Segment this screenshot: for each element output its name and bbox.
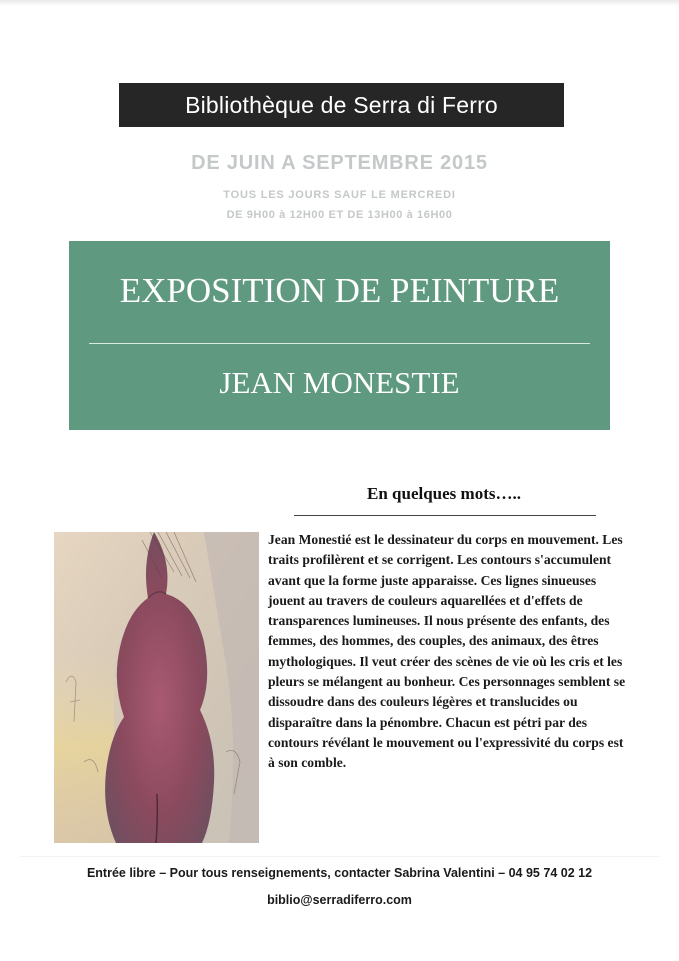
- footer-divider: [20, 856, 659, 857]
- opening-hours: DE 9H00 à 12H00 ET DE 13H00 à 16H00: [226, 209, 453, 221]
- artist-description: Jean Monestié est le dessinateur du corps en mouvement. Les traits profilèrent et se corrigent. Les contours s'accumulent avant que la forme juste apparaisse. Ces lignes sinueuses jouent au travers de couleurs aquarellées et d'effets de transparences lumineuses. Il nous présente des enfants, des femmes, des hommes, des couples, des animaux, des êtres mythologiques. Il veut créer des scènes de vie où les cris et les pleurs se mélangent au bonheur. Ces personnages semblent se dissoudre dans des couleurs légères et translucides ou disparaître dans la pénombre. Chacun est pétri par des contours révélant le mouvement ou l'expressivité du corps est à son comble.: [268, 532, 626, 771]
- exhibition-panel: [69, 241, 610, 430]
- artist-name: JEAN MONESTIE: [219, 365, 460, 400]
- painting-image: [54, 532, 259, 843]
- exhibition-title: EXPOSITION DE PEINTURE: [119, 271, 560, 310]
- opening-days: TOUS LES JOURS SAUF LE MERCREDI: [223, 189, 456, 201]
- exhibition-period: DE JUIN A SEPTEMBRE 2015: [191, 152, 488, 174]
- contact-email: biblio@serradiferro.com: [267, 893, 412, 907]
- library-banner: Bibliothèque de Serra di Ferro: [119, 83, 564, 127]
- section-heading-underline: [294, 515, 596, 516]
- panel-divider: [89, 343, 590, 344]
- page-top-edge: [0, 0, 679, 6]
- section-heading: En quelques mots…..: [367, 484, 521, 503]
- contact-info: Entrée libre – Pour tous renseignements, contacter Sabrina Valentini – 04 95 74 02 12: [86, 866, 593, 880]
